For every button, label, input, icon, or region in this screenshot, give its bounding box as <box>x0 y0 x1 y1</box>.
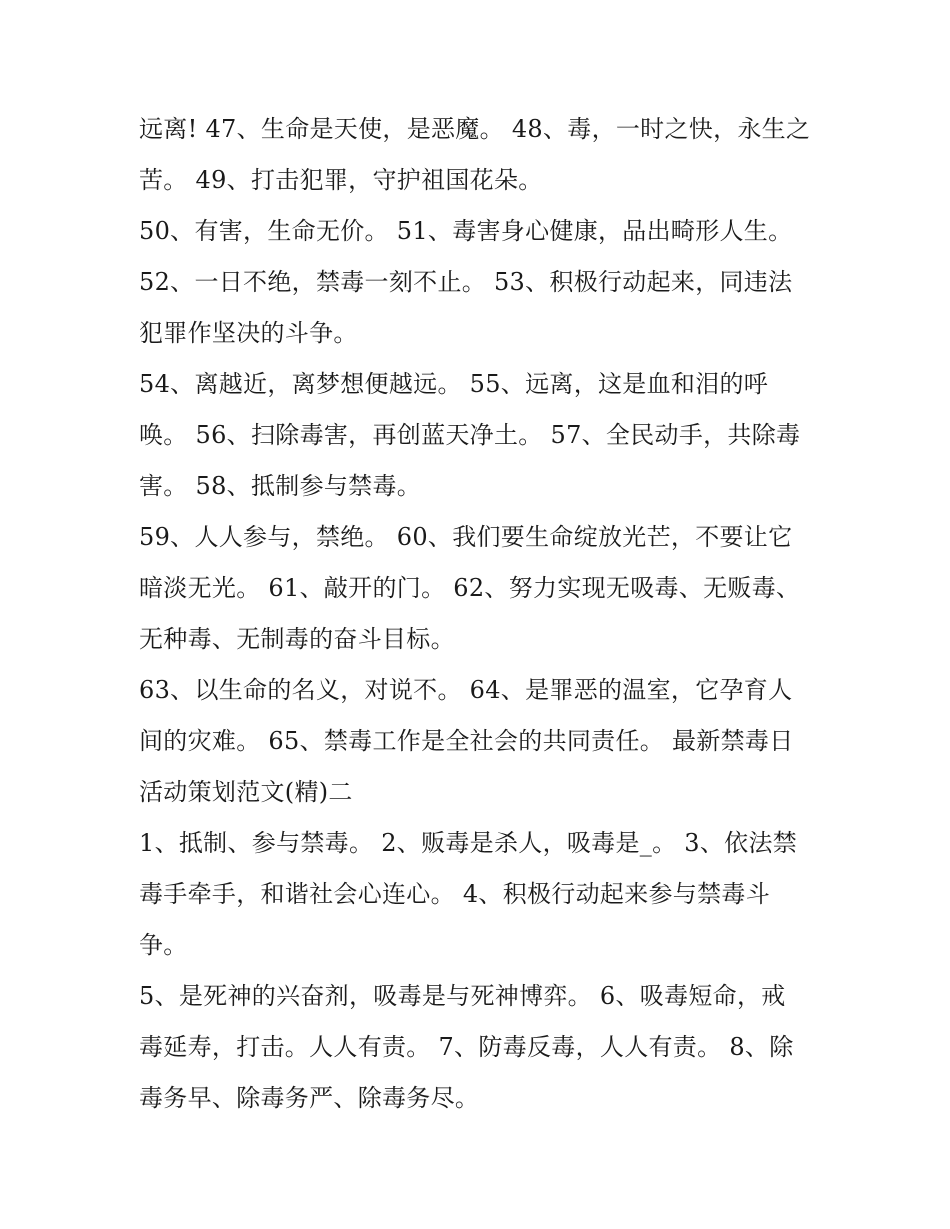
text-line: 间的灾难。 65、禁毒工作是全社会的共同责任。 最新禁毒日 <box>139 727 794 755</box>
text-line: 54、离越近，离梦想便越远。 55、远离，这是血和泪的呼 <box>139 370 769 398</box>
text-line: 活动策划范文(精)二 <box>139 778 353 806</box>
text-line: 害。 58、抵制参与禁毒。 <box>139 472 422 500</box>
text-line: 1、抵制、参与禁毒。 2、贩毒是杀人，吸毒是_。 3、依法禁 <box>139 829 798 857</box>
text-line: 63、以生命的名义，对说不。 64、是罪恶的温室，它孕育人 <box>139 676 793 704</box>
text-line: 50、有害，生命无价。 51、毒害身心健康，品出畸形人生。 <box>139 217 793 245</box>
text-line: 无种毒、无制毒的奋斗目标。 <box>139 625 455 653</box>
text-line: 毒延寿，打击。人人有责。 7、防毒反毒，人人有责。 8、除 <box>139 1033 794 1061</box>
text-line: 苦。 49、打击犯罪，守护祖国花朵。 <box>139 166 543 194</box>
document-body <box>139 104 819 1124</box>
text-line: 5、是死神的兴奋剂，吸毒是与死神博弈。 6、吸毒短命，戒 <box>139 982 786 1010</box>
text-line: 59、人人参与，禁绝。 60、我们要生命绽放光芒，不要让它 <box>139 523 793 551</box>
text-line: 远离! 47、生命是天使，是恶魔。 48、毒，一时之快，永生之 <box>139 115 811 143</box>
text-line: 争。 <box>139 931 188 959</box>
text-line: 毒手牵手，和谐社会心连心。 4、积极行动起来参与禁毒斗 <box>139 880 770 908</box>
text-line: 犯罪作坚决的斗争。 <box>139 319 358 347</box>
text-line: 唤。 56、扫除毒害，再创蓝天净土。 57、全民动手，共除毒 <box>139 421 801 449</box>
text-line: 毒务早、除毒务严、除毒务尽。 <box>139 1084 480 1112</box>
text-line: 暗淡无光。 61、敲开的门。 62、努力实现无吸毒、无贩毒、 <box>139 574 801 602</box>
text-line: 52、一日不绝，禁毒一刻不止。 53、积极行动起来，同违法 <box>139 268 793 296</box>
